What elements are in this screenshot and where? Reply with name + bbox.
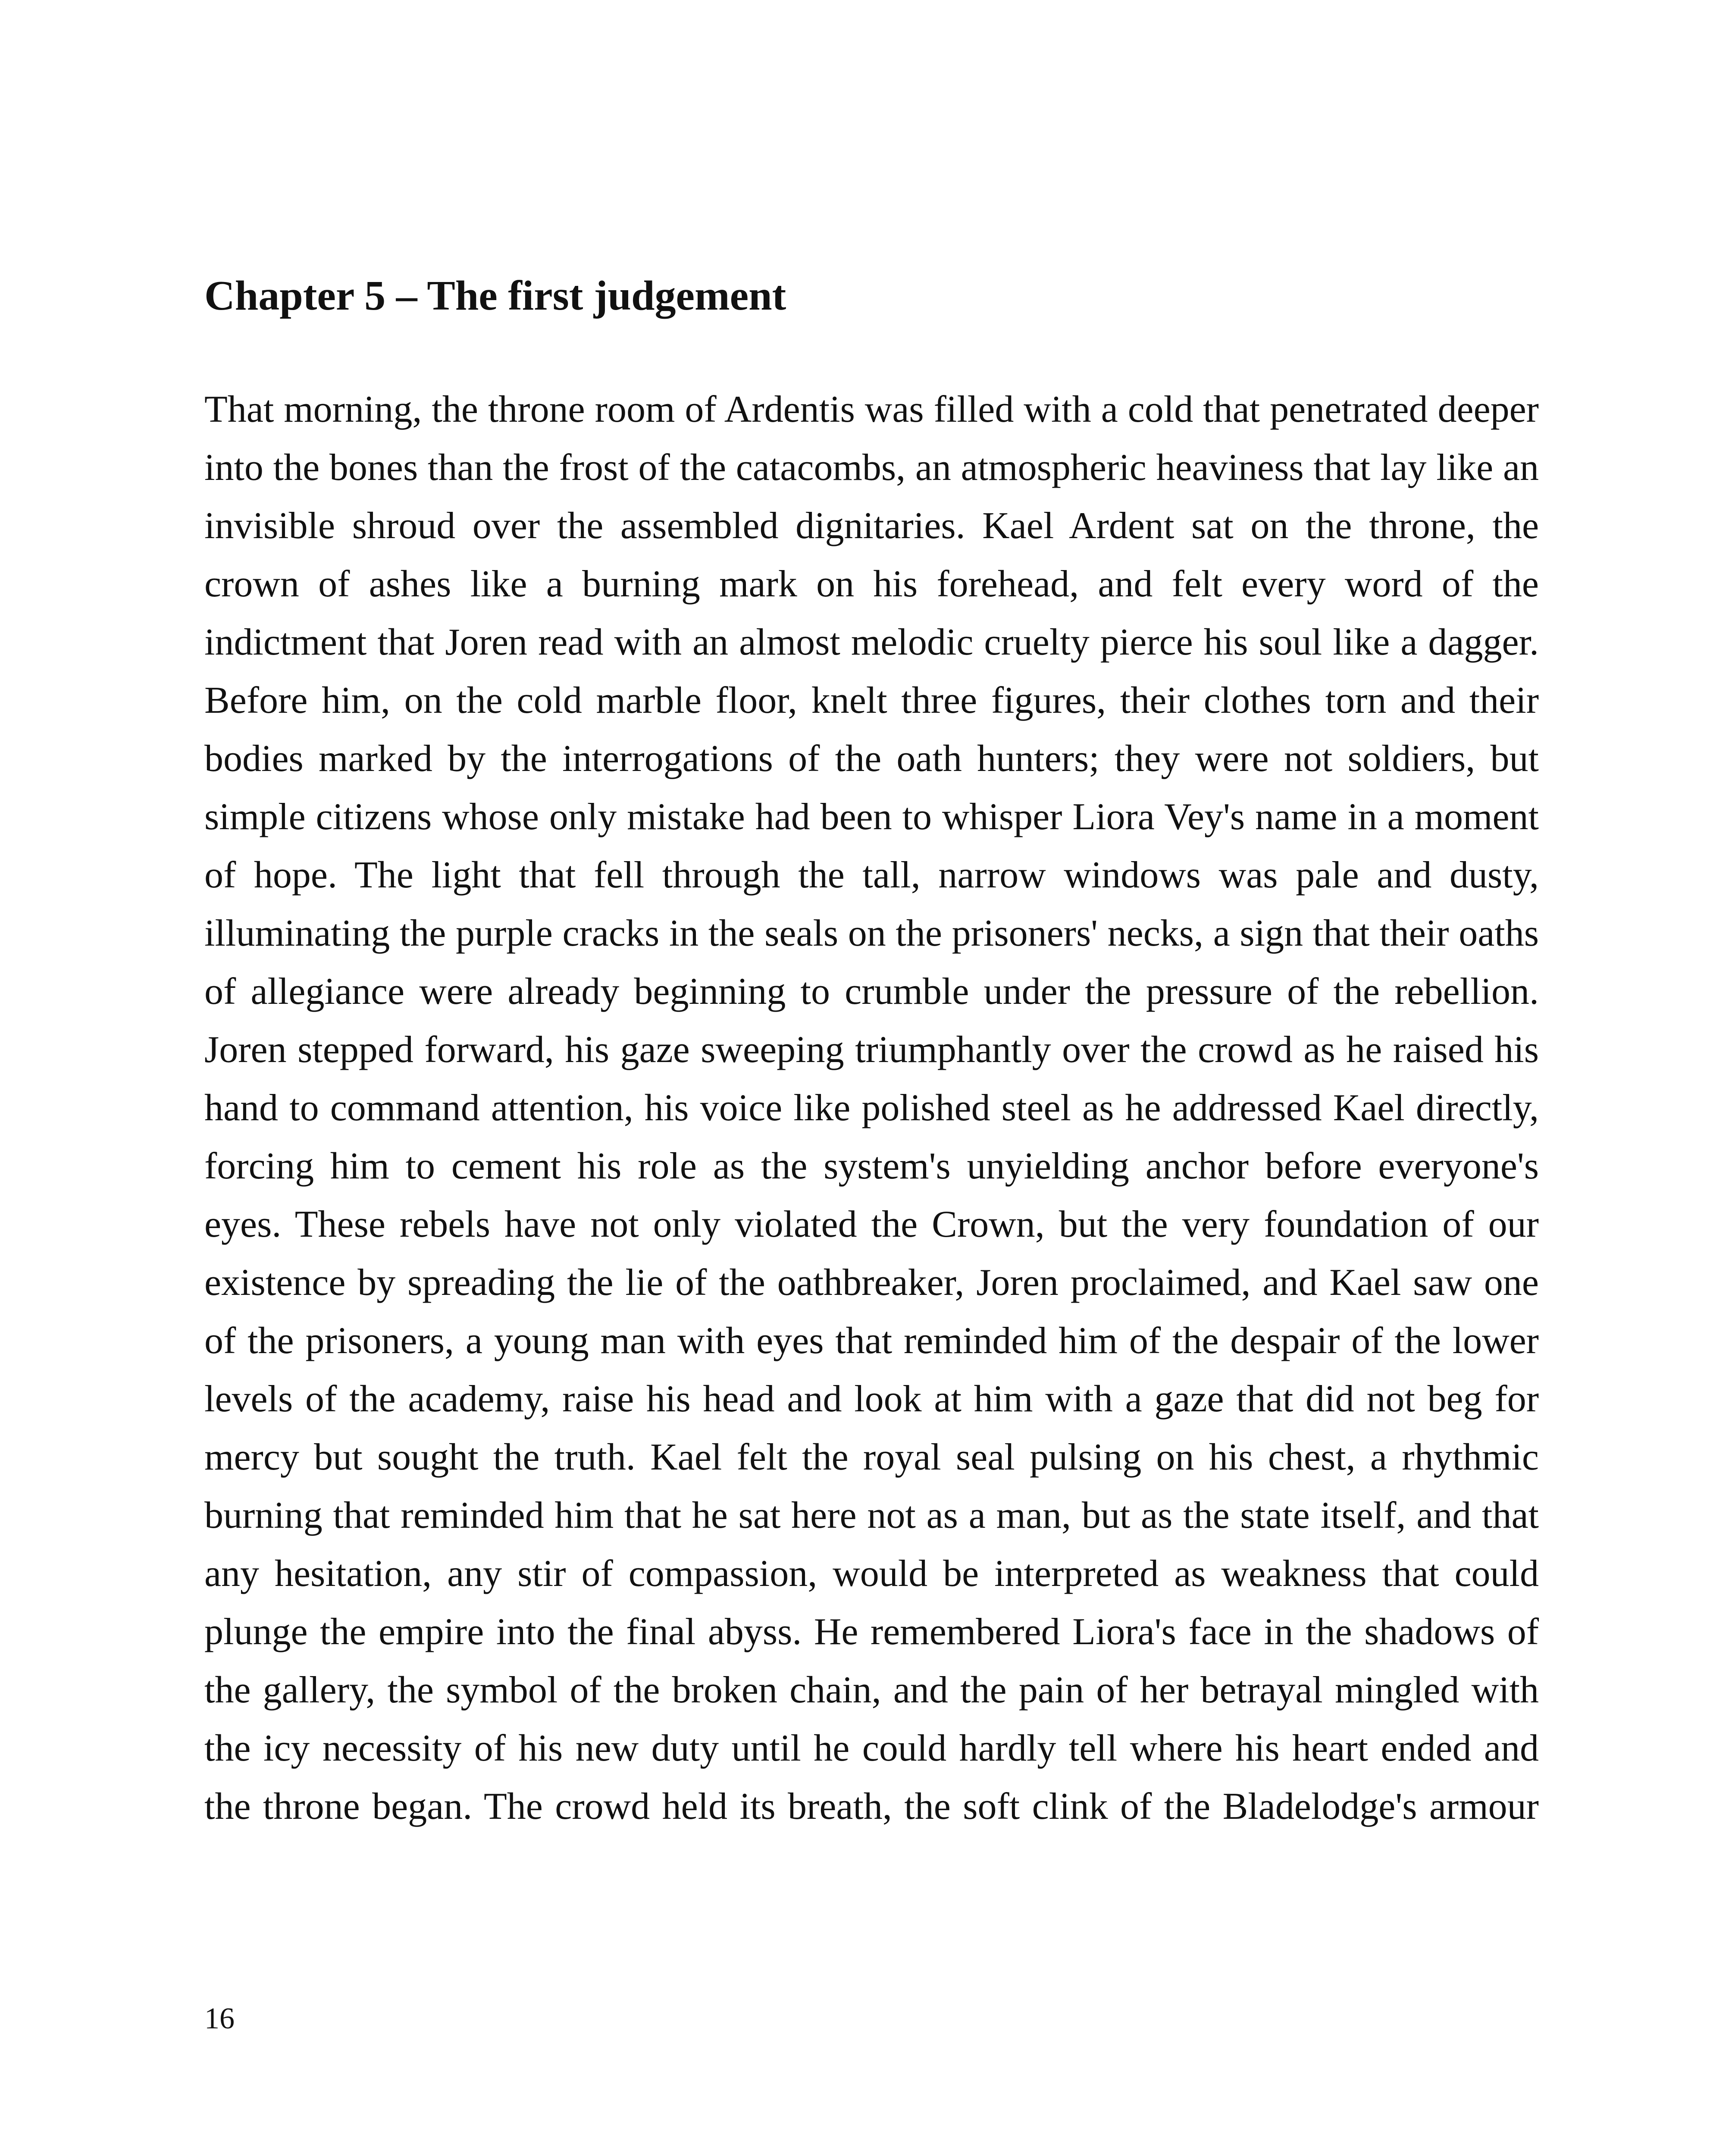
page-number: 16: [204, 2002, 235, 2035]
body-paragraph: That morning, the throne room of Ardentis was filled with a cold that penetrated deeper into the bones than the frost of the catacombs, an atmospheric heaviness that lay like an invisible shroud over the assembled dignitaries. Kael Ardent sat on the throne, the crown of ashes like a burning mark on his forehead, and felt every word of the indictment that Joren read with an almost melodic cruelty pierce his soul like a dagger. Before him, on the cold marble floor, knelt three figures, their clothes torn and their bodies marked by the interrogations of the oath hunters; they were not soldiers, but simple citizens whose only mistake had been to whisper Liora Vey's name in a moment of hope. The light that fell through the tall, narrow windows was pale and dusty, illuminating the purple cracks in the seals on the prisoners' necks, a sign that their oaths of allegiance were already beginning to crumble under the pressure of the rebellion. Joren stepped forward, his gaze sweeping triumphantly over the crowd as he raised his hand to command attention, his voice like polished steel as he addressed Kael directly, forcing him to cement his role as the system's unyielding anchor before everyone's eyes. These rebels have not only violated the Crown, but the very foundation of our existence by spreading the lie of the oathbreaker, Joren proclaimed, and Kael saw one of the prisoners, a young man with eyes that reminded him of the despair of the lower levels of the academy, raise his head and look at him with a gaze that did not beg for mercy but sought the truth. Kael felt the royal seal pulsing on his chest, a rhythmic burning that reminded him that he sat here not as a man, but as the state itself, and that any hesitation, any stir of compassion, would be interpreted as weakness that could plunge the empire into the final abyss. He remembered Liora's face in the shadows of the gallery, the symbol of the broken chain, and the pain of her betrayal mingled with the icy necessity of his new duty until he could hardly tell where his heart ended and the throne began. The crowd held its breath, the soft clink of the Bladelodge's armour: [204, 389, 1539, 1827]
chapter-title: Chapter 5 – The first judgement: [204, 273, 786, 319]
